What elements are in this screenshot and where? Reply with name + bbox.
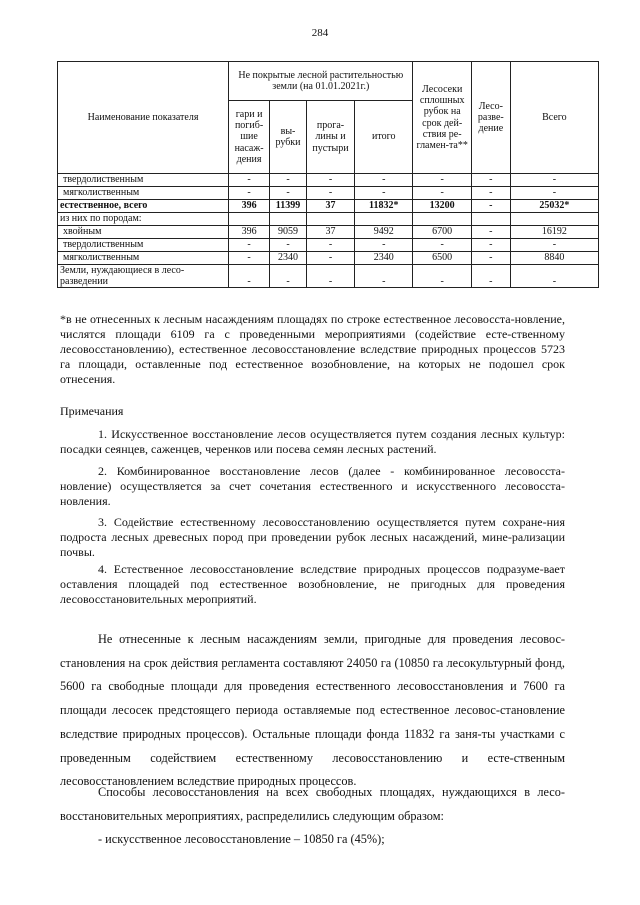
table-row [58, 239, 599, 252]
header-cutting-areas: Лесосеки сплошных рубок на срок дей-ствия ре-гламен-та** [413, 62, 471, 174]
table-cell: 11832* [355, 200, 413, 213]
table-cell [229, 213, 270, 226]
table-cell: 9492 [355, 226, 413, 239]
table-cell: - [270, 187, 307, 200]
row-label: Земли, нуждающиеся в лесо-разведении [58, 265, 229, 288]
table-cell: - [471, 174, 510, 187]
note-3: 3. Содействие естественному лесовосстановлению осуществляется путем сохране-ния подроста лесных древесных пород при проведении рубок лесных насаждений, мине-рализации почвы. [60, 515, 565, 559]
row-label: мягколиственным [58, 187, 229, 200]
table-cell [306, 213, 354, 226]
note-4: 4. Естественное лесовосстановление вследствие природных процессов подразуме-вает оставления площадей под естественное возобновление, не пригодных для проведения лесовосстановительных мероприятий. [60, 562, 565, 606]
row-label: хвойным [58, 226, 229, 239]
table-cell: - [471, 265, 510, 288]
table-cell: - [510, 174, 598, 187]
table-cell [270, 213, 307, 226]
table-cell: - [510, 265, 598, 288]
forest-land-table [57, 61, 599, 288]
table-cell: 16192 [510, 226, 598, 239]
table-cell: - [229, 252, 270, 265]
table-cell: 6500 [413, 252, 471, 265]
table-cell: 396 [229, 200, 270, 213]
row-label: твердолиственным [58, 239, 229, 252]
table-cell: - [471, 187, 510, 200]
table-cell: 11399 [270, 200, 307, 213]
table-cell: - [510, 239, 598, 252]
table-cell: - [471, 226, 510, 239]
table-cell: - [413, 239, 471, 252]
table-cell: - [270, 239, 307, 252]
table-cell: 25032* [510, 200, 598, 213]
table-row [58, 174, 599, 187]
table-cell: - [306, 239, 354, 252]
table-cell: - [413, 174, 471, 187]
header-reforestation: Лесо-разве-дение [471, 62, 510, 174]
table-cell: 37 [306, 226, 354, 239]
table-cell: - [229, 265, 270, 288]
table-cell: - [355, 265, 413, 288]
table-cell: 396 [229, 226, 270, 239]
table-cell [413, 213, 471, 226]
table-cell: - [306, 174, 354, 187]
table-cell [355, 213, 413, 226]
table-cell [471, 213, 510, 226]
table-cell: - [413, 265, 471, 288]
header-indicator: Наименование показателя [58, 62, 229, 174]
table-cell: 13200 [413, 200, 471, 213]
table-row [58, 187, 599, 200]
table-cell: - [229, 187, 270, 200]
notes-title: Примечания [60, 404, 124, 418]
table-cell: - [229, 174, 270, 187]
table-row [58, 252, 599, 265]
header-clearcuts: вы-рубки [270, 101, 307, 174]
body-paragraph-1: Не отнесенные к лесным насаждениям земли, пригодные для проведения лесовос-становления на срок действия регламента составляют 24050 га (10850 га лесокультурный фонд, 5600 га свободные площади для проведения естественного лесовосстановления и 7600 га площади лесосек предстоящего периода оставляемые под естественное лесовос-становление вследствие природных процессов). Остальные площади фонда 11832 га заня-ты участками с проведенным содействием естественному лесовосстановлению и есте-ственным лесовосстановлением вследствие природных процессов. [60, 632, 565, 789]
table-cell: - [355, 174, 413, 187]
table-row [58, 200, 599, 213]
header-nonforest-group: Не покрытые лесной растительностью земли (на 01.01.2021г.) [229, 62, 413, 101]
header-subtotal: итого [355, 101, 413, 174]
table-cell: - [355, 239, 413, 252]
header-glades: прога-лины и пустыри [306, 101, 354, 174]
table-row [58, 226, 599, 239]
table-cell: - [270, 265, 307, 288]
table-cell: - [413, 187, 471, 200]
table-cell: 2340 [270, 252, 307, 265]
footnote: *в не отнесенных к лесным насаждениям площадях по строке естественное лесовосста-новление, числятся площади 6109 га с проведенными мероприятиями (содействие есте-ственному лесовосстановлению), естественное лесовосстановление вследствие природных процессов 5723 га площади, оставленные под естественное возобновление, на которых не подошел срок отнесения. [60, 312, 565, 386]
note-1: 1. Искусственное восстановление лесов осуществляется путем создания лесных культур: посадки сеянцев, саженцев, черенков или посева семян лесных растений. [60, 427, 565, 456]
table-cell: - [270, 174, 307, 187]
table-cell: 2340 [355, 252, 413, 265]
table-cell: 6700 [413, 226, 471, 239]
table-cell [510, 213, 598, 226]
table-cell: - [355, 187, 413, 200]
row-label: твердолиственным [58, 174, 229, 187]
table-row [58, 265, 599, 288]
table-row [58, 213, 599, 226]
header-total: Всего [510, 62, 598, 174]
table-cell: - [229, 239, 270, 252]
table-cell: - [471, 239, 510, 252]
table-cell: - [306, 265, 354, 288]
header-burned: гари и погиб-шие насаж-дения [229, 101, 270, 174]
table-cell: 37 [306, 200, 354, 213]
table-cell: - [306, 187, 354, 200]
row-label: из них по породам: [58, 213, 229, 226]
table-cell: - [471, 252, 510, 265]
body-paragraph-2: Способы лесовосстановления на всех свободных площадях, нуждающихся в лесо-восстановительных мероприятиях, распределились следующим образом: [60, 785, 565, 823]
body-list-item-1: - искусственное лесовосстановление – 10850 га (45%); [98, 832, 385, 846]
table-cell: - [306, 252, 354, 265]
page-number: 284 [311, 27, 329, 39]
table-cell: - [510, 187, 598, 200]
table-cell: - [471, 200, 510, 213]
row-label: естественное, всего [58, 200, 229, 213]
table-cell: 9059 [270, 226, 307, 239]
row-label: мягколиственным [58, 252, 229, 265]
note-2: 2. Комбинированное восстановление лесов (далее - комбинированное лесовосста-новление) осуществляется за счет сочетания естественного и искусственного лесовосста-новления. [60, 464, 565, 508]
table-cell: 8840 [510, 252, 598, 265]
